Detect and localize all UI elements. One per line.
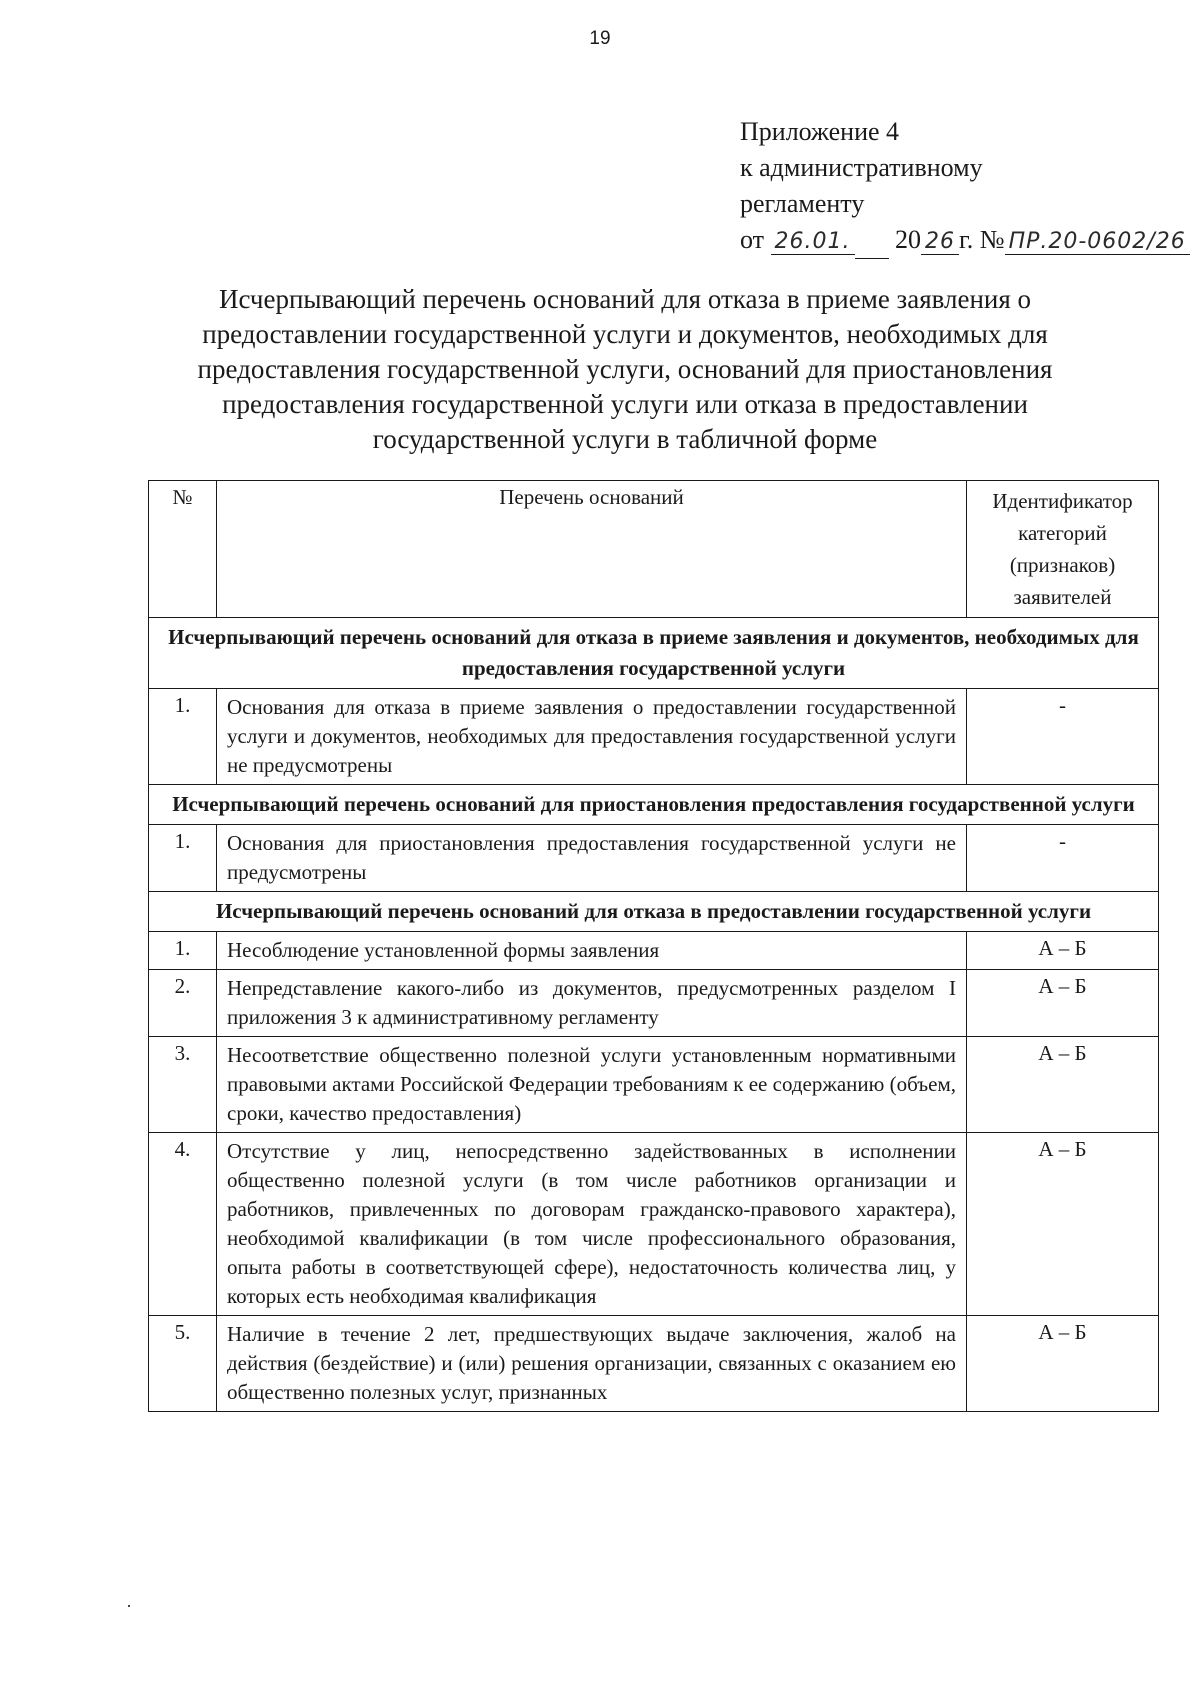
title-line: предоставлении государственной услуги и документов, необходимых для	[202, 319, 1048, 349]
year-prefix: 20	[895, 225, 922, 254]
table-header-row	[149, 481, 1159, 618]
row-num: 4.	[149, 1133, 217, 1316]
header-category	[967, 481, 1159, 618]
appendix-block	[740, 114, 1190, 260]
table-row	[149, 689, 1159, 785]
row-category: А – Б	[967, 1133, 1159, 1316]
appendix-line-2: к административному	[740, 153, 983, 182]
title-line: государственной услуги в табличной форме	[372, 424, 878, 454]
row-num: 1.	[149, 932, 217, 970]
row-text: Отсутствие у лиц, непосредственно задействованных в исполнении общественно полезной услуги (в том числе работников организации и работников, привлеченных по договорам гражданско-правового характера), необходимой квалификации (в том числе профессионального образования, опыта работы в соответствующей сфере), недостаточность количества лиц, у которых есть необходимая квалификация	[217, 1133, 967, 1316]
row-num: 1.	[149, 825, 217, 892]
table-row	[149, 970, 1159, 1037]
row-category: А – Б	[967, 1316, 1159, 1412]
row-num: 1.	[149, 689, 217, 785]
table-row	[149, 1133, 1159, 1316]
table-row	[149, 1316, 1159, 1412]
date-underline	[855, 222, 889, 259]
row-text: Наличие в течение 2 лет, предшествующих выдаче заключения, жалоб на действия (бездействие) и (или) решения организации, связанных с оказанием ею общественно полезных услуг, признанных	[217, 1316, 967, 1412]
from-label: от	[740, 225, 765, 254]
section-row	[149, 892, 1159, 932]
row-text: Основания для приостановления предоставления государственной услуги не предусмотрены	[217, 825, 967, 892]
title-line: предоставления государственной услуги, оснований для приостановления	[197, 354, 1053, 384]
row-category: -	[967, 689, 1159, 785]
grounds-table	[148, 480, 1159, 1412]
handwritten-number: ПР.20-0602/26	[1005, 229, 1190, 255]
section-title-suspension: Исчерпывающий перечень оснований для приостановления предоставления государственной услуги	[149, 785, 1159, 825]
row-text: Несоответствие общественно полезной услуги установленным нормативными правовыми актами Российской Федерации требованиям к ее содержанию (объем, сроки, качество предоставления)	[217, 1037, 967, 1133]
row-num: 5.	[149, 1316, 217, 1412]
table-row	[149, 932, 1159, 970]
table-row	[149, 825, 1159, 892]
row-text: Непредставление какого-либо из документов, предусмотренных разделом I приложения 3 к административному регламенту	[217, 970, 967, 1037]
year-suffix: г. №	[959, 225, 1005, 254]
header-category-line: заявителей	[1013, 585, 1112, 609]
section-title-refusal-service: Исчерпывающий перечень оснований для отказа в предоставлении государственной услуги	[149, 892, 1159, 932]
row-text: Основания для отказа в приеме заявления о предоставлении государственной услуги и документов, необходимых для предоставления государственной услуги не предусмотрены	[217, 689, 967, 785]
appendix-line-3: регламенту	[740, 189, 865, 218]
header-grounds: Перечень оснований	[217, 481, 967, 618]
section-row	[149, 785, 1159, 825]
page-number: 19	[589, 28, 611, 49]
header-category-line: (признаков)	[1009, 553, 1116, 577]
row-category: А – Б	[967, 932, 1159, 970]
scan-speck	[128, 1605, 130, 1607]
header-num: №	[149, 481, 217, 618]
handwritten-year: 26	[921, 229, 959, 255]
table-row	[149, 1037, 1159, 1133]
header-category-line: категорий	[1018, 521, 1107, 545]
appendix-date-line	[740, 222, 1190, 260]
row-num: 3.	[149, 1037, 217, 1133]
title-line: Исчерпывающий перечень оснований для отказа в приеме заявления о	[218, 284, 1032, 314]
section-title-refusal-acceptance: Исчерпывающий перечень оснований для отказа в приеме заявления и документов, необходимых для предоставления государственной услуги	[149, 618, 1159, 689]
row-category: А – Б	[967, 1037, 1159, 1133]
title-line: предоставления государственной услуги или отказа в предоставлении	[222, 389, 1028, 419]
row-text: Несоблюдение установленной формы заявления	[217, 932, 967, 970]
header-category-line: Идентификатор	[992, 489, 1133, 513]
document-title	[175, 282, 1075, 457]
row-category: -	[967, 825, 1159, 892]
handwritten-date: 26.01.	[771, 229, 855, 255]
section-row	[149, 618, 1159, 689]
row-num: 2.	[149, 970, 217, 1037]
row-category: А – Б	[967, 970, 1159, 1037]
appendix-title: Приложение 4	[740, 117, 900, 146]
